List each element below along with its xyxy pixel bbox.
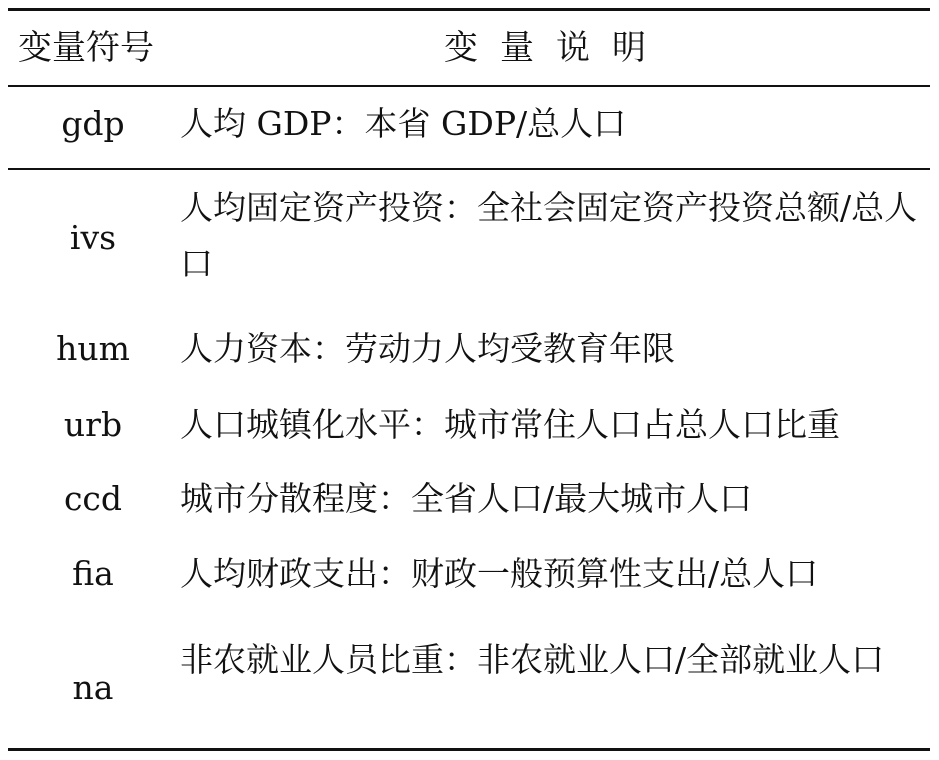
table-row-symbol: ccd bbox=[63, 479, 123, 518]
section-rule bbox=[8, 168, 930, 170]
table-row-description: 人均固定资产投资：全社会固定资产投资总额/总人口 bbox=[180, 188, 918, 283]
header-symbol: 变量符号 bbox=[18, 28, 154, 68]
table-row-symbol: gdp bbox=[61, 104, 125, 143]
header-description: 变量说明 bbox=[444, 28, 668, 68]
table-row-description: 人口城镇化水平：城市常住人口占总人口比重 bbox=[180, 405, 840, 444]
table-row-symbol: urb bbox=[63, 405, 123, 444]
table-row-description: 非农就业人员比重：非农就业人口/全部就业人口 bbox=[180, 640, 885, 679]
table-row-symbol: na bbox=[72, 668, 114, 707]
header-rule bbox=[8, 85, 930, 87]
bottom-rule bbox=[8, 748, 930, 751]
table-row-description: 城市分散程度：全省人口/最大城市人口 bbox=[180, 479, 753, 518]
table-row-symbol: ivs bbox=[69, 218, 117, 257]
table-row-symbol: hum bbox=[56, 329, 130, 368]
top-rule bbox=[8, 8, 930, 11]
table-row-description: 人均 GDP：本省 GDP/总人口 bbox=[180, 104, 627, 143]
table-row-description: 人均财政支出：财政一般预算性支出/总人口 bbox=[180, 554, 819, 593]
table-row-symbol: fia bbox=[72, 554, 114, 593]
table-row-description: 人力资本：劳动力人均受教育年限 bbox=[180, 329, 675, 368]
